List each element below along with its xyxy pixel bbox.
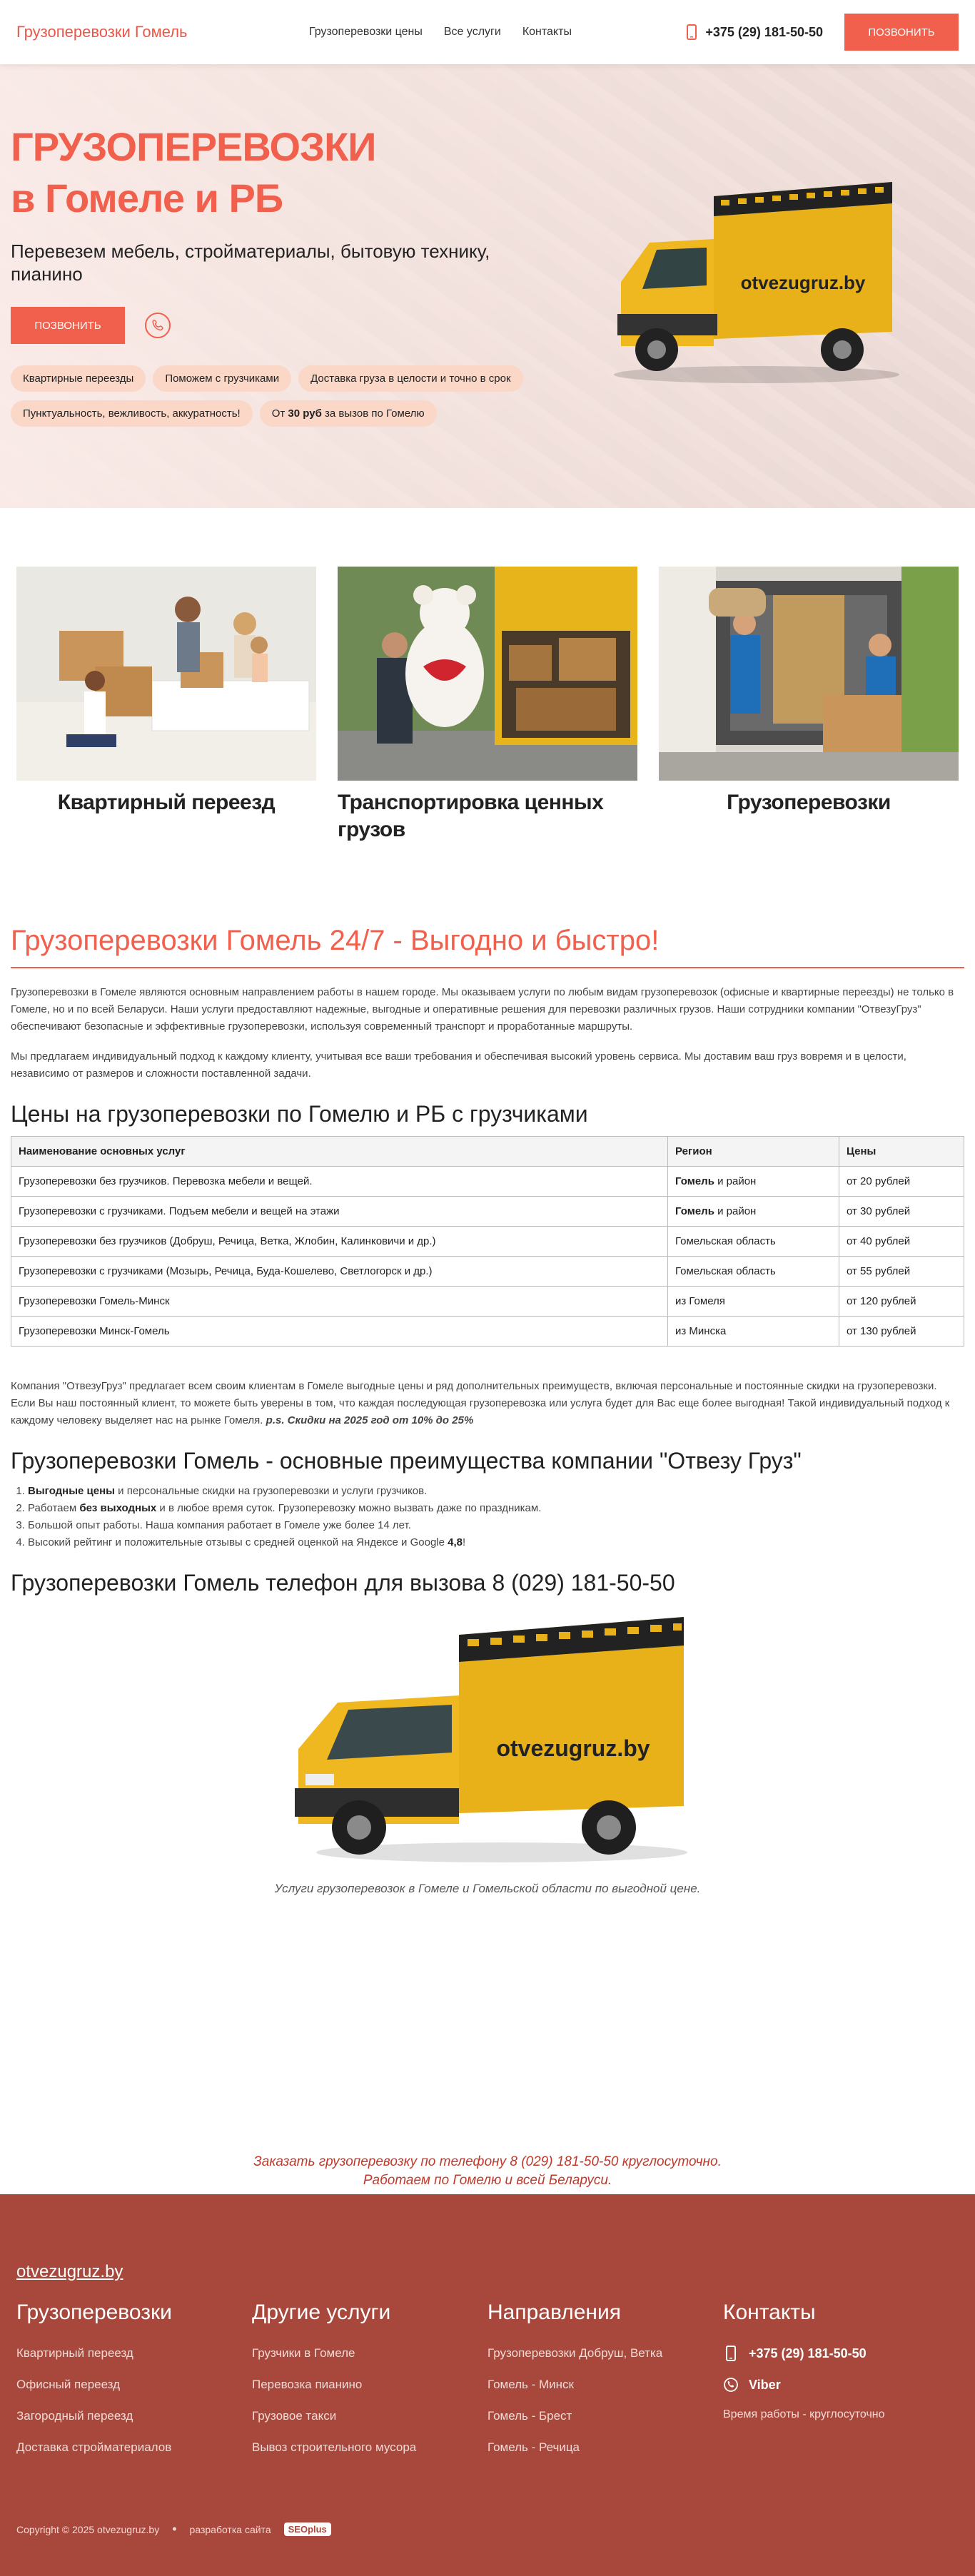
table-row (11, 1167, 964, 1197)
dev-credit: разработка сайта (189, 2523, 271, 2535)
callout-line-2: Работаем по Гомелю и всей Беларуси. (363, 2173, 612, 2188)
footer-link[interactable]: Гомель - Речица (487, 2440, 580, 2454)
price-value: 30 руб (288, 407, 322, 420)
table-cell-region: Гомельская область (668, 1227, 839, 1257)
callout-line-1: Заказать грузоперевозку по телефону 8 (029) 181-50-50 круглосуточно. (253, 2154, 722, 2169)
footer-link[interactable]: Грузовое такси (252, 2409, 337, 2423)
phone-icon (723, 2346, 739, 2361)
service-image-valuable (338, 567, 637, 781)
hero-section (0, 64, 975, 508)
phone-icon (687, 24, 697, 40)
footer-link[interactable]: Перевозка пианино (252, 2378, 363, 2391)
tag-apartment: Квартирные переезды (11, 365, 146, 392)
tag-movers: Поможем с грузчиками (153, 365, 291, 392)
prices-heading: Цены на грузоперевозки по Гомелю и РБ с грузчиками (11, 1101, 588, 1127)
seoplus-logo[interactable]: SEOplus (284, 2522, 331, 2536)
table-row (11, 1317, 964, 1347)
footer-link[interactable]: Грузчики в Гомеле (252, 2346, 355, 2360)
article-section (0, 843, 975, 2190)
price-suffix: за вызов по Гомелю (325, 407, 425, 420)
viber-icon[interactable] (145, 313, 171, 338)
article-paragraph-2: Мы предлагаем индивидуальный подход к каждому клиенту, учитывая все ваши требования и обеспечивая высокий уровень сервиса. Мы доставим ваш груз вовремя и в целости, независимо от размеров и сложности поставленной задачи. (11, 1050, 906, 1080)
services-section (0, 508, 975, 843)
footer-phone-number: +375 (29) 181-50-50 (749, 2346, 867, 2361)
table-cell-price: от 30 рублей (839, 1197, 964, 1227)
discount-note: p.s. Скидки на 2025 год от 10% до 25% (266, 1414, 474, 1426)
copyright: Copyright © 2025 otvezugruz.by (16, 2523, 160, 2535)
site-logo[interactable]: Грузоперевозки Гомель (16, 23, 188, 41)
order-callout (11, 2153, 964, 2190)
table-cell-service: Грузоперевозки Гомель-Минск (11, 1287, 668, 1317)
footer-logo[interactable]: otvezugruz.by (16, 2262, 123, 2281)
table-cell-region: из Гомеля (668, 1287, 839, 1317)
advantages-list (28, 1483, 964, 1551)
table-cell-price: от 20 рублей (839, 1167, 964, 1197)
service-image-apartment (16, 567, 316, 781)
footer-link[interactable]: Квартирный переезд (16, 2346, 133, 2360)
footer-col-title: Другие услуги (252, 2301, 391, 2324)
table-row (11, 1197, 964, 1227)
footer-col-title: Направления (487, 2301, 621, 2324)
table-cell-region: из Минска (668, 1317, 839, 1347)
article-paragraph-3 (11, 1378, 964, 1429)
table-cell-service: Грузоперевозки без грузчиков. Перевозка мебели и вещей. (11, 1167, 668, 1197)
nav-contacts[interactable]: Контакты (522, 26, 572, 38)
prices-header-region: Регион (668, 1137, 839, 1167)
nav-prices[interactable]: Грузоперевозки цены (309, 26, 423, 38)
site-header (0, 0, 975, 64)
advantages-heading: Грузоперевозки Гомель - основные преимущества компании "Отвезу Груз" (11, 1448, 802, 1474)
footer-col-contacts (723, 2301, 959, 2463)
prices-table (11, 1136, 964, 1347)
list-item: 2. Работаем без выходных и в любое время суток. Грузоперевозку можно вызвать даже по праздникам. (28, 1500, 964, 1517)
main-nav (309, 26, 572, 39)
tag-punctual: Пунктуальность, вежливость, аккуратность! (11, 400, 253, 427)
service-image-cargo (659, 567, 959, 781)
footer-col-other (252, 2301, 487, 2463)
tag-delivery: Доставка груза в целости и точно в срок (298, 365, 522, 392)
table-row (11, 1287, 964, 1317)
table-cell-price: от 40 рублей (839, 1227, 964, 1257)
table-cell-price: от 55 рублей (839, 1257, 964, 1287)
table-cell-region: Гомель и район (668, 1197, 839, 1227)
footer-viber[interactable] (723, 2369, 959, 2400)
footer-link[interactable]: Вывоз строительного мусора (252, 2440, 417, 2454)
prices-header-service: Наименование основных услуг (11, 1137, 668, 1167)
table-cell-service: Грузоперевозки без грузчиков (Добруш, Речица, Ветка, Жлобин, Калинковичи и др.) (11, 1227, 668, 1257)
hero-title-line1: ГРУЗОПЕРЕВОЗКИ (11, 124, 376, 169)
truck-label: otvezugruz.by (496, 1735, 650, 1761)
footer-viber-label: Viber (749, 2378, 781, 2392)
hero-tags (11, 365, 553, 427)
list-item: 3. Большой опыт работы. Наша компания работает в Гомеле уже более 14 лет. (28, 1517, 964, 1534)
table-cell-price: от 120 рублей (839, 1287, 964, 1317)
service-title-valuable: Транспортировка ценных грузов (338, 791, 604, 841)
table-cell-service: Грузоперевозки с грузчиками (Мозырь, Речица, Буда-Кошелево, Светлогорск и др.) (11, 1257, 668, 1287)
hero-title-line2: в Гомеле и РБ (11, 176, 283, 220)
footer-bottom (16, 2522, 959, 2537)
service-card-apartment[interactable] (16, 567, 316, 843)
separator-dot: • (172, 2522, 177, 2536)
header-call-button[interactable]: ПОЗВОНИТЬ (844, 14, 959, 51)
prices-table-header (11, 1137, 964, 1167)
footer-link[interactable]: Грузоперевозки Добруш, Ветка (487, 2346, 663, 2360)
truck-caption: Услуги грузоперевозок в Гомеле и Гомельской области по выгодной цене. (274, 1882, 701, 1895)
header-phone-number: +375 (29) 181-50-50 (705, 24, 823, 39)
table-cell-service: Грузоперевозки Минск-Гомель (11, 1317, 668, 1347)
footer-link[interactable]: Офисный переезд (16, 2378, 121, 2391)
truck-image (288, 1613, 687, 1870)
hero-title (11, 121, 553, 224)
footer-link[interactable]: Доставка стройматериалов (16, 2440, 172, 2454)
footer-col-title: Грузоперевозки (16, 2301, 172, 2324)
table-row (11, 1257, 964, 1287)
list-item: 1. Выгодные цены и персональные скидки на грузоперевозки и услуги грузчиков. (28, 1483, 964, 1500)
footer-hours: Время работы - круглосуточно (723, 2408, 885, 2420)
header-phone[interactable] (687, 24, 823, 40)
table-cell-service: Грузоперевозки с грузчиками. Подъем мебели и вещей на этажи (11, 1197, 668, 1227)
viber-icon (723, 2377, 739, 2393)
price-prefix: От (271, 407, 286, 420)
footer-col-title: Контакты (723, 2301, 816, 2324)
table-cell-region: Гомельская область (668, 1257, 839, 1287)
service-title-cargo: Грузоперевозки (727, 791, 891, 814)
table-row (11, 1227, 964, 1257)
footer-link[interactable]: Загородный переезд (16, 2409, 133, 2423)
service-title-apartment: Квартирный переезд (57, 791, 276, 814)
footer-col-directions (487, 2301, 723, 2463)
nav-services[interactable]: Все услуги (443, 26, 501, 38)
site-footer (0, 2194, 975, 2576)
article-paragraph-1: Грузоперевозки в Гомеле являются основным направлением работы в нашем городе. Мы оказываем услуги по любым видам грузоперевозок (офисные и квартирные переезды) не только в Гомеле, но и по всей Беларуси. Наши услуги предоставляют надежные, выгодные и оперативные решения для перевозки различных грузов. Наши сотрудники компании "ОтвезуГруз" обеспечивают безопасные и эффективные грузоперевозки, используя современный транспорт и проработанные маршруты. (11, 986, 954, 1033)
hero-truck-label: otvezugruz.by (740, 272, 866, 293)
prices-header-price: Цены (839, 1137, 964, 1167)
list-item: 4. Высокий рейтинг и положительные отзывы с средней оценкой на Яндексе и Google 4,8! (28, 1534, 964, 1551)
footer-link[interactable]: Гомель - Брест (487, 2409, 572, 2423)
footer-link[interactable]: Гомель - Минск (487, 2378, 574, 2391)
hero-call-button[interactable]: ПОЗВОНИТЬ (11, 307, 125, 344)
table-cell-region: Гомель и район (668, 1167, 839, 1197)
footer-phone[interactable] (723, 2338, 959, 2369)
discount-text: Компания "ОтвезуГруз" предлагает всем своим клиентам в Гомеле выгодные цены и ряд дополнительных преимуществ, включая персональные и постоянные скидки на грузоперевозки. Если Вы наш постоянный клиент, то можете быть уверены в том, что каждая последующая грузоперевозка или услуга будет для Вас еще более выгодная! Такой индивидуальный подход к каждому человеку выделяет нас на рынке Гомеля. (11, 1380, 950, 1426)
hero-truck-image (607, 175, 906, 389)
hero-subtitle: Перевезем мебель, стройматериалы, бытовую технику, пианино (11, 240, 490, 285)
service-card-valuable[interactable] (338, 567, 637, 843)
tag-price (260, 400, 437, 427)
table-cell-price: от 130 рублей (839, 1317, 964, 1347)
footer-col-cargo (16, 2301, 252, 2463)
article-heading: Грузоперевозки Гомель 24/7 - Выгодно и быстро! (11, 925, 964, 968)
service-card-cargo[interactable] (659, 567, 959, 843)
phone-heading: Грузоперевозки Гомель телефон для вызова 8 (029) 181-50-50 (11, 1570, 675, 1596)
